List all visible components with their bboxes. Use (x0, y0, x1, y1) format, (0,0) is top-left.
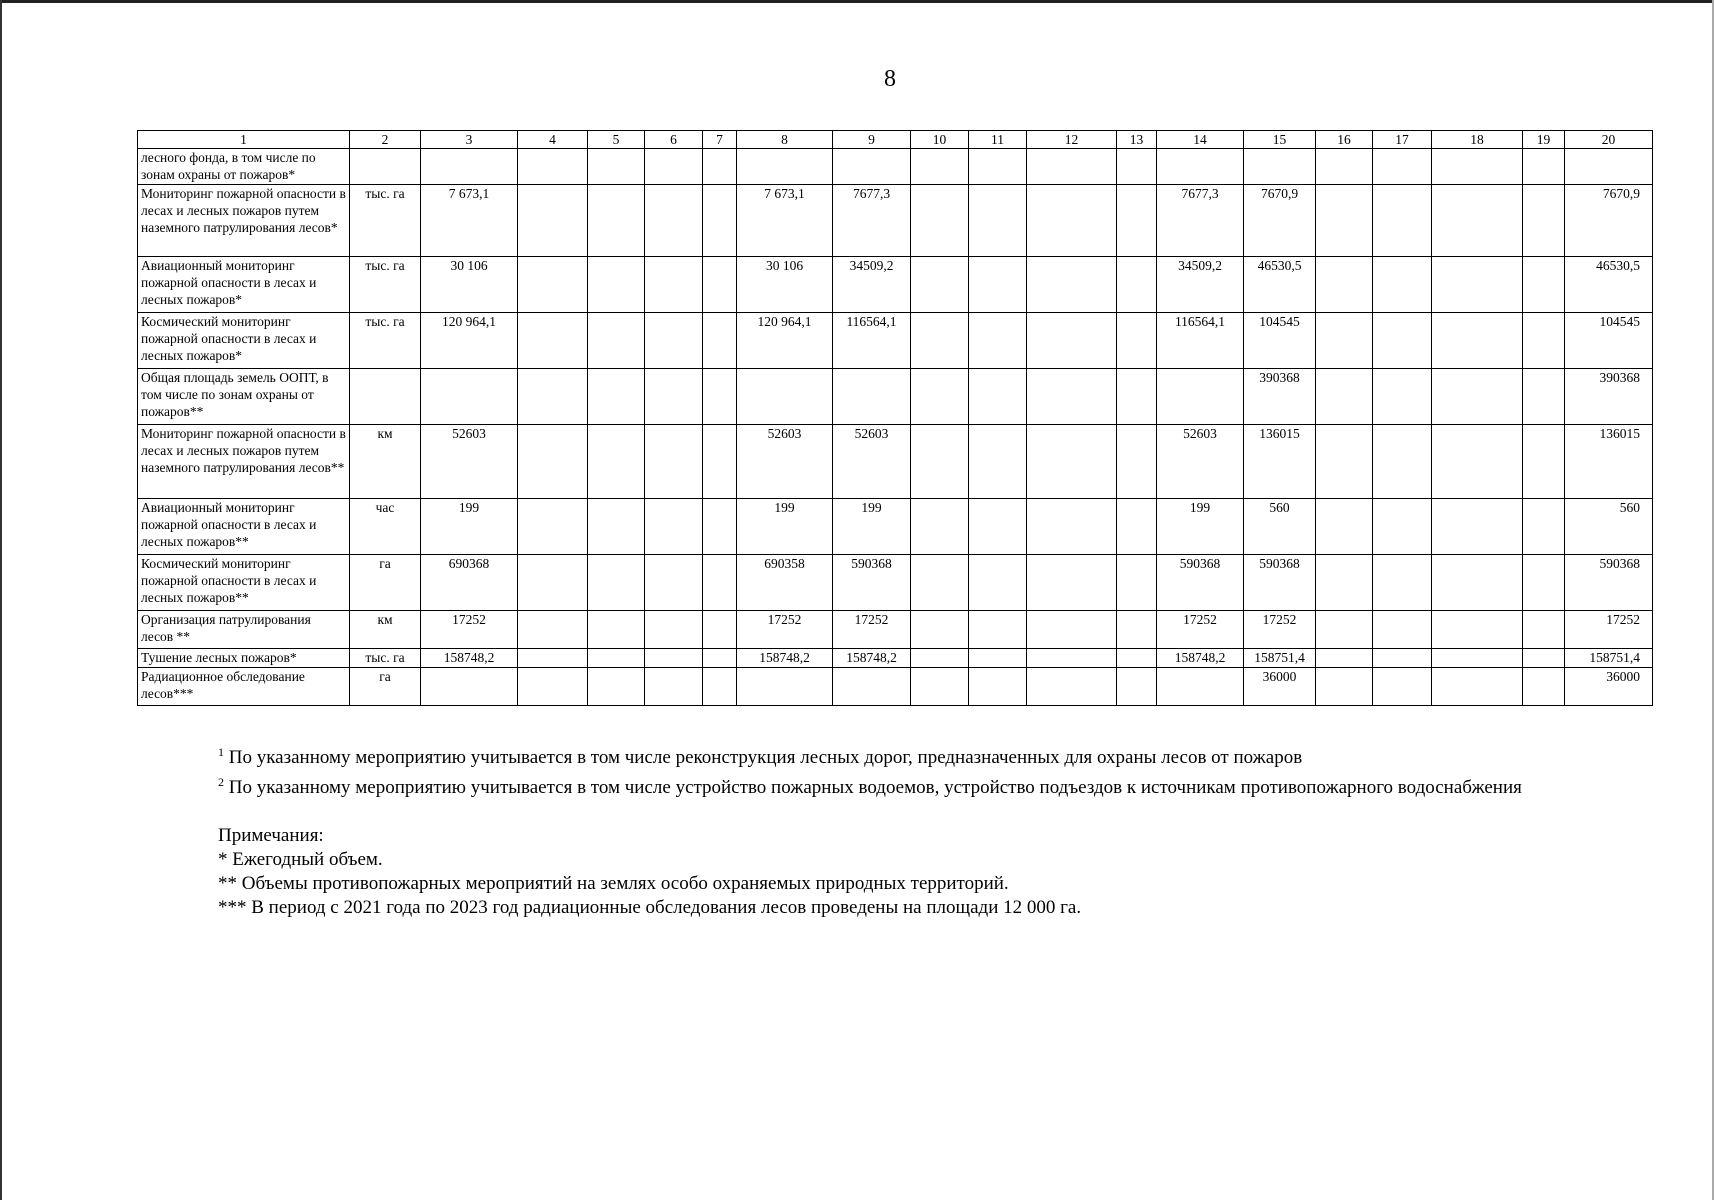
value-cell: 116564,1 (833, 313, 911, 369)
empty-cell (1027, 257, 1117, 313)
column-header: 1 (138, 131, 350, 149)
value-cell: 199 (737, 499, 833, 555)
value-cell: 7677,3 (1157, 185, 1244, 257)
value-cell (833, 369, 911, 425)
empty-cell (969, 555, 1027, 611)
value-cell: 17252 (833, 611, 911, 649)
empty-cell (1373, 668, 1432, 706)
empty-cell (645, 257, 703, 313)
empty-cell (703, 499, 737, 555)
empty-cell (518, 425, 588, 499)
empty-cell (1432, 185, 1523, 257)
empty-cell (645, 611, 703, 649)
value-cell: 36000 (1244, 668, 1316, 706)
empty-cell (1373, 611, 1432, 649)
empty-cell (518, 555, 588, 611)
empty-cell (1373, 499, 1432, 555)
unit-cell: тыс. га (350, 649, 421, 668)
empty-cell (518, 257, 588, 313)
value-cell: 120 964,1 (737, 313, 833, 369)
column-header: 5 (588, 131, 645, 149)
empty-cell (969, 313, 1027, 369)
value-cell: 52603 (737, 425, 833, 499)
page-border-top (0, 0, 1714, 3)
footnote-mark: 2 (218, 775, 224, 789)
note-item: * Ежегодный объем. (218, 849, 383, 870)
page-border-left (0, 0, 2, 1200)
column-header: 17 (1373, 131, 1432, 149)
value-cell: 158751,4 (1244, 649, 1316, 668)
empty-cell (1117, 369, 1157, 425)
activity-name-cell: лесного фонда, в том числе по зонам охраны от пожаров* (138, 149, 350, 185)
value-cell: 158748,2 (1157, 649, 1244, 668)
empty-cell (911, 611, 969, 649)
value-cell: 52603 (1157, 425, 1244, 499)
empty-cell (1523, 555, 1565, 611)
empty-cell (1316, 555, 1373, 611)
table-row (138, 149, 1653, 185)
value-cell: 7677,3 (833, 185, 911, 257)
value-cell: 7670,9 (1244, 185, 1316, 257)
empty-cell (588, 555, 645, 611)
empty-cell (588, 425, 645, 499)
unit-cell: км (350, 611, 421, 649)
empty-cell (645, 149, 703, 185)
value-cell (421, 149, 518, 185)
empty-cell (1117, 185, 1157, 257)
column-number-row (138, 131, 1653, 149)
value-cell: 7 673,1 (421, 185, 518, 257)
empty-cell (969, 425, 1027, 499)
empty-cell (1027, 668, 1117, 706)
column-header: 10 (911, 131, 969, 149)
empty-cell (1316, 668, 1373, 706)
table-row (138, 185, 1653, 257)
value-cell (737, 668, 833, 706)
unit-cell: час (350, 499, 421, 555)
empty-cell (518, 313, 588, 369)
empty-cell (588, 257, 645, 313)
footnote-1 (218, 740, 1522, 770)
footnote-2 (218, 770, 1522, 800)
value-cell: 30 106 (421, 257, 518, 313)
empty-cell (1117, 611, 1157, 649)
value-cell: 17252 (421, 611, 518, 649)
empty-cell (588, 611, 645, 649)
empty-cell (911, 257, 969, 313)
empty-cell (1027, 555, 1117, 611)
value-cell: 158751,4 (1565, 649, 1653, 668)
empty-cell (1117, 499, 1157, 555)
empty-cell (1523, 611, 1565, 649)
empty-cell (1316, 369, 1373, 425)
empty-cell (969, 649, 1027, 668)
empty-cell (645, 185, 703, 257)
column-header: 2 (350, 131, 421, 149)
empty-cell (1432, 149, 1523, 185)
value-cell: 158748,2 (833, 649, 911, 668)
empty-cell (1523, 185, 1565, 257)
empty-cell (969, 499, 1027, 555)
value-cell (737, 369, 833, 425)
value-cell: 7670,9 (1565, 185, 1653, 257)
column-header: 11 (969, 131, 1027, 149)
empty-cell (1027, 149, 1117, 185)
empty-cell (588, 313, 645, 369)
value-cell: 590368 (1565, 555, 1653, 611)
value-cell: 30 106 (737, 257, 833, 313)
activity-name-cell: Мониторинг пожарной опасности в лесах и лесных пожаров путем наземного патрулирования лесов* (138, 185, 350, 257)
empty-cell (1373, 555, 1432, 611)
empty-cell (1523, 369, 1565, 425)
value-cell: 158748,2 (737, 649, 833, 668)
empty-cell (1373, 257, 1432, 313)
empty-cell (1523, 499, 1565, 555)
empty-cell (645, 668, 703, 706)
table-row (138, 668, 1653, 706)
empty-cell (645, 313, 703, 369)
empty-cell (1432, 668, 1523, 706)
empty-cell (588, 649, 645, 668)
empty-cell (1373, 149, 1432, 185)
note-item: ** Объемы противопожарных мероприятий на землях особо охраняемых природных территорий. (218, 873, 1009, 894)
column-header: 20 (1565, 131, 1653, 149)
empty-cell (703, 425, 737, 499)
value-cell: 17252 (737, 611, 833, 649)
value-cell: 46530,5 (1565, 257, 1653, 313)
unit-cell: км (350, 425, 421, 499)
empty-cell (1117, 257, 1157, 313)
empty-cell (1117, 555, 1157, 611)
value-cell: 120 964,1 (421, 313, 518, 369)
empty-cell (1373, 313, 1432, 369)
value-cell (1157, 668, 1244, 706)
value-cell: 34509,2 (1157, 257, 1244, 313)
empty-cell (911, 649, 969, 668)
value-cell: 560 (1244, 499, 1316, 555)
activity-name-cell: Авиационный мониторинг пожарной опасности в лесах и лесных пожаров* (138, 257, 350, 313)
unit-cell: тыс. га (350, 313, 421, 369)
empty-cell (588, 668, 645, 706)
value-cell: 690368 (421, 555, 518, 611)
empty-cell (703, 369, 737, 425)
empty-cell (703, 555, 737, 611)
value-cell: 52603 (833, 425, 911, 499)
activity-name-cell: Организация патрулирования лесов ** (138, 611, 350, 649)
empty-cell (588, 499, 645, 555)
empty-cell (1316, 149, 1373, 185)
note-item: *** В период с 2021 года по 2023 год радиационные обследования лесов проведены на площади 12 000 га. (218, 897, 1082, 918)
value-cell (737, 149, 833, 185)
value-cell: 390368 (1565, 369, 1653, 425)
empty-cell (1523, 425, 1565, 499)
empty-cell (1117, 425, 1157, 499)
table-row (138, 369, 1653, 425)
empty-cell (1117, 149, 1157, 185)
empty-cell (1316, 499, 1373, 555)
empty-cell (518, 149, 588, 185)
table-row (138, 611, 1653, 649)
value-cell (1244, 149, 1316, 185)
empty-cell (969, 668, 1027, 706)
empty-cell (645, 649, 703, 668)
empty-cell (645, 499, 703, 555)
value-cell: 590368 (1157, 555, 1244, 611)
column-header: 7 (703, 131, 737, 149)
unit-cell: тыс. га (350, 185, 421, 257)
empty-cell (703, 257, 737, 313)
value-cell: 7 673,1 (737, 185, 833, 257)
unit-cell: тыс. га (350, 257, 421, 313)
column-header: 13 (1117, 131, 1157, 149)
empty-cell (1373, 649, 1432, 668)
empty-cell (518, 499, 588, 555)
value-cell: 17252 (1244, 611, 1316, 649)
value-cell (833, 149, 911, 185)
notes-section (218, 740, 1522, 920)
fire-protection-table (137, 130, 1653, 706)
value-cell: 199 (833, 499, 911, 555)
value-cell: 136015 (1244, 425, 1316, 499)
unit-cell: га (350, 555, 421, 611)
spacer (218, 800, 1522, 824)
unit-cell (350, 149, 421, 185)
empty-cell (1027, 185, 1117, 257)
footnote-mark: 1 (218, 745, 224, 759)
empty-cell (588, 185, 645, 257)
empty-cell (1316, 313, 1373, 369)
column-header: 9 (833, 131, 911, 149)
empty-cell (1523, 313, 1565, 369)
value-cell: 17252 (1157, 611, 1244, 649)
value-cell: 590368 (1244, 555, 1316, 611)
empty-cell (911, 499, 969, 555)
value-cell: 36000 (1565, 668, 1653, 706)
empty-cell (1523, 649, 1565, 668)
empty-cell (1523, 149, 1565, 185)
table-row (138, 555, 1653, 611)
empty-cell (588, 369, 645, 425)
activity-name-cell: Мониторинг пожарной опасности в лесах и лесных пожаров путем наземного патрулирования лесов** (138, 425, 350, 499)
value-cell: 17252 (1565, 611, 1653, 649)
footnote-text: По указанному мероприятию учитывается в том числе реконструкция лесных дорог, предназначенных для охраны лесов от пожаров (228, 747, 1303, 768)
value-cell: 116564,1 (1157, 313, 1244, 369)
empty-cell (1316, 425, 1373, 499)
empty-cell (1432, 369, 1523, 425)
empty-cell (1373, 369, 1432, 425)
value-cell: 104545 (1565, 313, 1653, 369)
empty-cell (1027, 611, 1117, 649)
empty-cell (645, 555, 703, 611)
empty-cell (1027, 313, 1117, 369)
unit-cell (350, 369, 421, 425)
empty-cell (1027, 649, 1117, 668)
empty-cell (518, 185, 588, 257)
empty-cell (703, 649, 737, 668)
value-cell (421, 668, 518, 706)
column-header: 18 (1432, 131, 1523, 149)
value-cell: 104545 (1244, 313, 1316, 369)
activity-name-cell: Радиационное обследование лесов*** (138, 668, 350, 706)
empty-cell (1432, 555, 1523, 611)
value-cell (1157, 369, 1244, 425)
notes-title: Примечания: (218, 825, 324, 846)
table-row (138, 257, 1653, 313)
empty-cell (1432, 611, 1523, 649)
value-cell: 690358 (737, 555, 833, 611)
value-cell: 199 (421, 499, 518, 555)
empty-cell (911, 149, 969, 185)
value-cell: 199 (1157, 499, 1244, 555)
empty-cell (645, 369, 703, 425)
empty-cell (588, 149, 645, 185)
column-header: 6 (645, 131, 703, 149)
empty-cell (1027, 425, 1117, 499)
empty-cell (645, 425, 703, 499)
column-header: 4 (518, 131, 588, 149)
empty-cell (911, 369, 969, 425)
empty-cell (1117, 668, 1157, 706)
activity-name-cell: Космический мониторинг пожарной опасности в лесах и лесных пожаров* (138, 313, 350, 369)
empty-cell (1432, 649, 1523, 668)
table-row (138, 425, 1653, 499)
value-cell: 46530,5 (1244, 257, 1316, 313)
empty-cell (1027, 499, 1117, 555)
activity-name-cell: Авиационный мониторинг пожарной опасности в лесах и лесных пожаров** (138, 499, 350, 555)
table-row (138, 499, 1653, 555)
empty-cell (518, 668, 588, 706)
empty-cell (911, 668, 969, 706)
empty-cell (1027, 369, 1117, 425)
empty-cell (1316, 185, 1373, 257)
empty-cell (703, 185, 737, 257)
table-row (138, 649, 1653, 668)
unit-cell: га (350, 668, 421, 706)
value-cell (1565, 149, 1653, 185)
value-cell: 590368 (833, 555, 911, 611)
empty-cell (1373, 425, 1432, 499)
column-header: 19 (1523, 131, 1565, 149)
value-cell (1157, 149, 1244, 185)
empty-cell (1316, 257, 1373, 313)
value-cell: 158748,2 (421, 649, 518, 668)
empty-cell (1432, 257, 1523, 313)
activity-name-cell: Тушение лесных пожаров* (138, 649, 350, 668)
column-header: 3 (421, 131, 518, 149)
empty-cell (1523, 257, 1565, 313)
empty-cell (1117, 649, 1157, 668)
column-header: 8 (737, 131, 833, 149)
empty-cell (911, 185, 969, 257)
column-header: 12 (1027, 131, 1117, 149)
column-header: 14 (1157, 131, 1244, 149)
empty-cell (911, 555, 969, 611)
empty-cell (518, 649, 588, 668)
page-number: 8 (884, 66, 896, 92)
empty-cell (1316, 611, 1373, 649)
empty-cell (969, 369, 1027, 425)
empty-cell (703, 149, 737, 185)
empty-cell (969, 185, 1027, 257)
empty-cell (911, 425, 969, 499)
empty-cell (1373, 185, 1432, 257)
column-header: 16 (1316, 131, 1373, 149)
empty-cell (703, 668, 737, 706)
value-cell (421, 369, 518, 425)
activity-name-cell: Космический мониторинг пожарной опасности в лесах и лесных пожаров** (138, 555, 350, 611)
empty-cell (911, 313, 969, 369)
value-cell: 52603 (421, 425, 518, 499)
table-row (138, 313, 1653, 369)
empty-cell (1523, 668, 1565, 706)
empty-cell (969, 257, 1027, 313)
empty-cell (703, 611, 737, 649)
empty-cell (703, 313, 737, 369)
empty-cell (969, 149, 1027, 185)
empty-cell (1432, 313, 1523, 369)
empty-cell (518, 369, 588, 425)
empty-cell (1432, 499, 1523, 555)
activity-name-cell: Общая площадь земель ООПТ, в том числе по зонам охраны от пожаров** (138, 369, 350, 425)
value-cell: 390368 (1244, 369, 1316, 425)
empty-cell (1117, 313, 1157, 369)
value-cell: 560 (1565, 499, 1653, 555)
value-cell (833, 668, 911, 706)
column-header: 15 (1244, 131, 1316, 149)
value-cell: 34509,2 (833, 257, 911, 313)
value-cell: 136015 (1565, 425, 1653, 499)
empty-cell (518, 611, 588, 649)
empty-cell (969, 611, 1027, 649)
empty-cell (1316, 649, 1373, 668)
empty-cell (1432, 425, 1523, 499)
footnote-text: По указанному мероприятию учитывается в том числе устройство пожарных водоемов, устройство подъездов к источникам противопожарного водоснабжения (228, 777, 1522, 798)
